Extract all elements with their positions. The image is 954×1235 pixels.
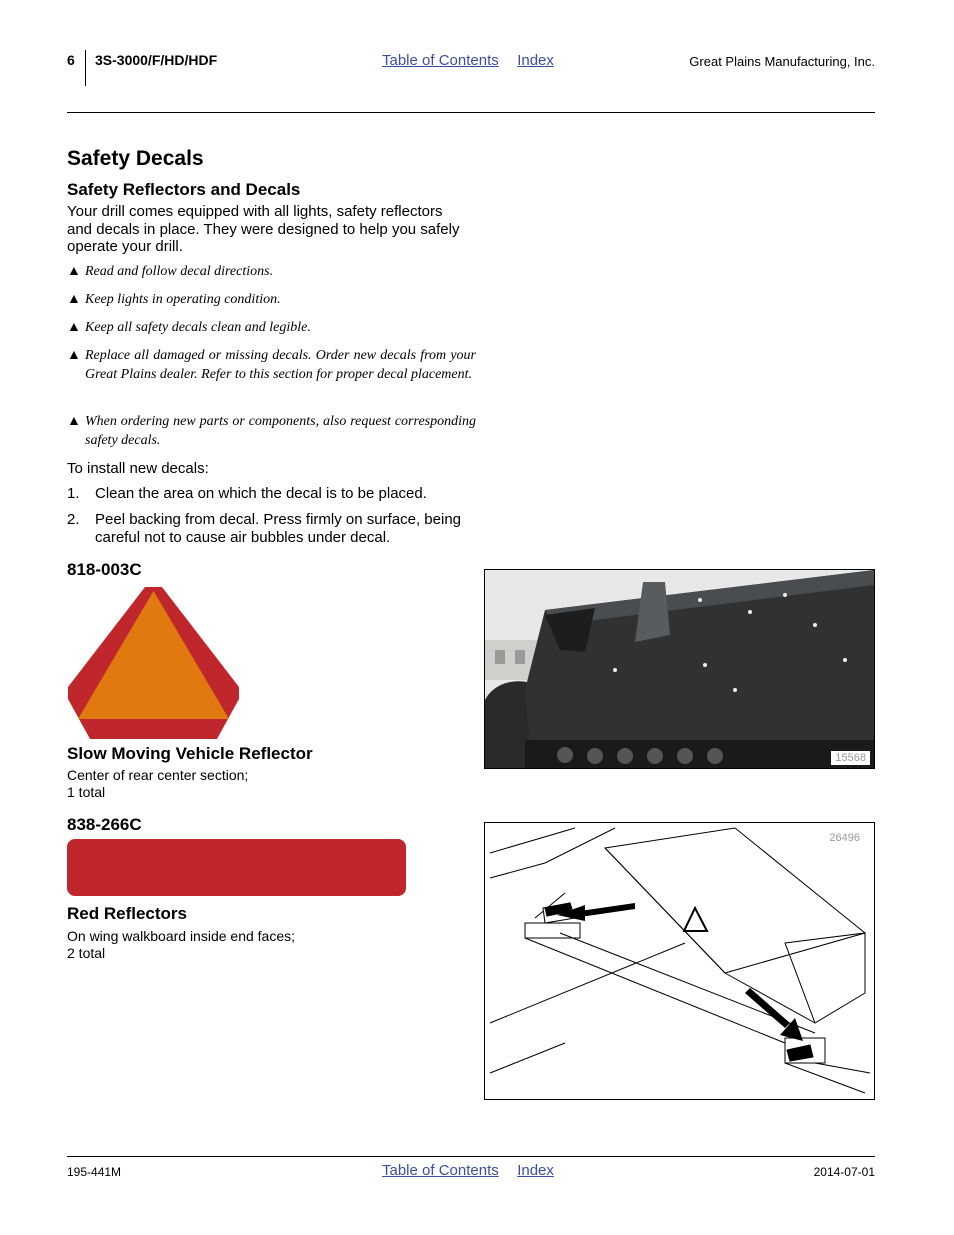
section-subtitle: Safety Reflectors and Decals (67, 180, 301, 199)
bullet-item (67, 290, 476, 309)
toc-link[interactable]: Table of Contents (382, 52, 499, 69)
doc-number: 195-441M (67, 1165, 122, 1179)
location-text: Center of rear center section; (67, 767, 249, 783)
header-divider (85, 50, 86, 86)
bullet-item (67, 262, 476, 281)
red-reflector-icon (67, 839, 406, 896)
warning-triangle-icon: ▲ (67, 292, 81, 307)
decal-part-number: 838-266C (67, 815, 142, 834)
location-text: On wing walkboard inside end faces; (67, 928, 296, 944)
step-number: 2. (67, 511, 80, 528)
bullet-item (67, 346, 476, 384)
smv-location-photo (484, 569, 875, 769)
install-step (67, 485, 477, 503)
index-link[interactable]: Index (517, 1162, 554, 1179)
page-number: 6 (67, 52, 75, 68)
install-intro: To install new decals: (67, 460, 209, 477)
toc-link[interactable]: Table of Contents (382, 1162, 499, 1179)
company-name: Great Plains Manufacturing, Inc. (689, 54, 875, 69)
quantity-text: 2 total (67, 945, 106, 961)
walkboard-line-drawing (485, 823, 874, 1099)
footer-nav (382, 1162, 554, 1180)
decal-location (67, 767, 248, 801)
bullet-text: When ordering new parts or components, also request corresponding safety decals. (85, 414, 476, 448)
decal-name: Red Reflectors (67, 904, 187, 923)
bullet-text: Keep all safety decals clean and legible. (85, 320, 311, 335)
decal-location (67, 928, 295, 962)
bullet-item (67, 318, 476, 337)
footer-rule (67, 1156, 875, 1157)
decal-name: Slow Moving Vehicle Reflector (67, 744, 313, 763)
install-step (67, 511, 477, 546)
header-rule (67, 112, 875, 113)
warning-triangle-icon: ▲ (67, 320, 81, 335)
red-reflector-location-drawing (484, 822, 875, 1100)
header-nav (382, 52, 554, 70)
quantity-text: 1 total (67, 784, 106, 800)
step-number: 1. (67, 485, 80, 502)
bullet-text: Keep lights in operating condition. (85, 292, 281, 307)
doc-date: 2014-07-01 (813, 1165, 875, 1179)
bullet-item (67, 412, 476, 450)
index-link[interactable]: Index (517, 52, 554, 69)
model-name: 3S-3000/F/HD/HDF (95, 52, 218, 68)
decal-part-number: 818-003C (67, 560, 142, 579)
smv-triangle-reflector-icon (67, 584, 240, 739)
intro-paragraph: Your drill comes equipped with all lights, safety reflectors and decals in place. They were designed to help you safely operate your drill. (67, 203, 460, 255)
warning-triangle-icon: ▲ (67, 264, 81, 279)
step-text: Clean the area on which the decal is to be placed. (95, 485, 427, 502)
warning-triangle-icon: ▲ (67, 414, 81, 429)
drill-rear-photo (485, 570, 874, 768)
bullet-text: Replace all damaged or missing decals. Order new decals from your Great Plains dealer. Refer to this section for proper decal placement. (85, 348, 476, 382)
figure-number: 15568 (831, 751, 870, 765)
step-text: Peel backing from decal. Press firmly on surface, being careful not to cause air bubbles under decal. (95, 511, 461, 546)
bullet-text: Read and follow decal directions. (85, 264, 274, 279)
page-title: Safety Decals (67, 147, 204, 170)
figure-number: 26496 (829, 832, 860, 844)
warning-triangle-icon: ▲ (67, 348, 81, 363)
